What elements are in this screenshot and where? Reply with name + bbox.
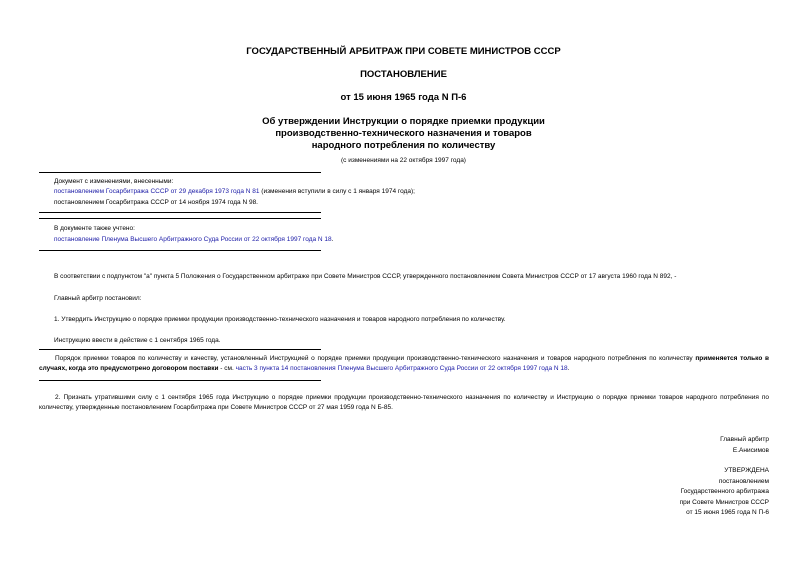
signature-block: [720, 435, 769, 456]
issuing-organization: ГОСУДАРСТВЕННЫЙ АРБИТРАЖ ПРИ СОВЕТЕ МИНИСТРОВ СССР: [246, 46, 561, 57]
document-type: ПОСТАНОВЛЕНИЕ: [360, 69, 447, 80]
approved-line-2: постановлением: [718, 477, 769, 485]
divider-bottom-changes: [39, 212, 321, 213]
title-line-2: производственно-технического назначения и товаров: [275, 128, 532, 139]
comment-bold-text: применяется только в случаях, когда это предусмотрено договором поставки: [39, 355, 769, 372]
changes-line-1: [54, 187, 415, 196]
approved-line-5: от 15 июня 1965 года N П-6: [686, 509, 769, 517]
divider-top-changes: [39, 172, 321, 173]
considered-heading: В документе также учтено:: [54, 225, 135, 232]
paragraph-effective-date: Инструкцию ввести в действие с 1 сентября 1965 года.: [54, 337, 221, 344]
change-link-1973[interactable]: постановлением Госарбитража СССР от 29 декабря 1973 года N 81: [54, 188, 260, 195]
change-link-1973-suffix: (изменения вступили в силу с 1 января 1974 года);: [259, 188, 415, 195]
paragraph-resolved: Главный арбитр постановил:: [54, 295, 142, 302]
divider-top-considered: [39, 218, 321, 219]
paragraph-basis: В соответствии с подпунктом "а" пункта 5 Положения о Государственном арбитраже при Совете Министров СССР, утвержденного постановлением Совета Министров СССР от 17 августа 1960 года N 892, -: [54, 273, 677, 280]
approved-line-1: УТВЕРЖДЕНА: [724, 467, 769, 474]
comment-text: Порядок приемки товаров по количеству и качеству, установленный Инструкцией о порядке приемки продукции производственно-технического назначения и товаров народного потребления по количеству: [55, 355, 696, 362]
signatory-role: Главный арбитр: [720, 436, 769, 443]
approved-line-4: при Совете Министров СССР: [679, 498, 769, 506]
divider-bottom-considered: [39, 250, 321, 251]
comment-see: - см.: [218, 365, 236, 372]
considered-line: [54, 235, 333, 244]
plenum-link-suffix: .: [331, 236, 334, 243]
amendment-note: (с изменениями на 22 октября 1997 года): [341, 157, 466, 164]
comment-paragraph: [39, 354, 769, 374]
title-line-1: Об утверждении Инструкции о порядке приемки продукции: [262, 116, 545, 127]
document-title: [150, 116, 657, 152]
approval-block: [680, 466, 769, 519]
comment-plenum-link[interactable]: часть 3 пункта 14 постановления Пленума Высшего Арбитражного Суда России от 22 октября 1997 года N 18: [235, 365, 568, 372]
title-line-3: народного потребления по количеству: [311, 140, 496, 151]
divider-bottom-comment: [39, 380, 321, 381]
plenum-resolution-link[interactable]: постановление Пленума Высшего Арбитражного Суда России от 22 октября 1997 года N 18: [54, 236, 332, 243]
comment-suffix: .: [567, 365, 570, 372]
paragraph-item-2: 2. Признать утратившими силу с 1 сентября 1965 года Инструкцию о порядке приемки продукции производственно-технического назначения по количеству и Инструкцию о порядке приемки товаров народного потребления по количеству, утвержденные постановлением Госарбитража при Совете Министров СССР от 27 мая 1959 года N Б-85.: [39, 394, 769, 411]
changes-line-2: постановлением Госарбитража СССР от 14 ноября 1974 года N 98.: [54, 199, 258, 206]
document-date-number: от 15 июня 1965 года N П-6: [340, 92, 467, 103]
signatory-name: Е.Анисимов: [732, 446, 769, 454]
approved-line-3: Государственного арбитража: [680, 488, 769, 496]
paragraph-item-1: 1. Утвердить Инструкцию о порядке приемки продукции производственно-технического назначения и товаров народного потребления по количеству.: [54, 316, 506, 323]
changes-heading: Документ с изменениями, внесенными:: [54, 178, 174, 185]
divider-top-comment: [39, 349, 321, 350]
